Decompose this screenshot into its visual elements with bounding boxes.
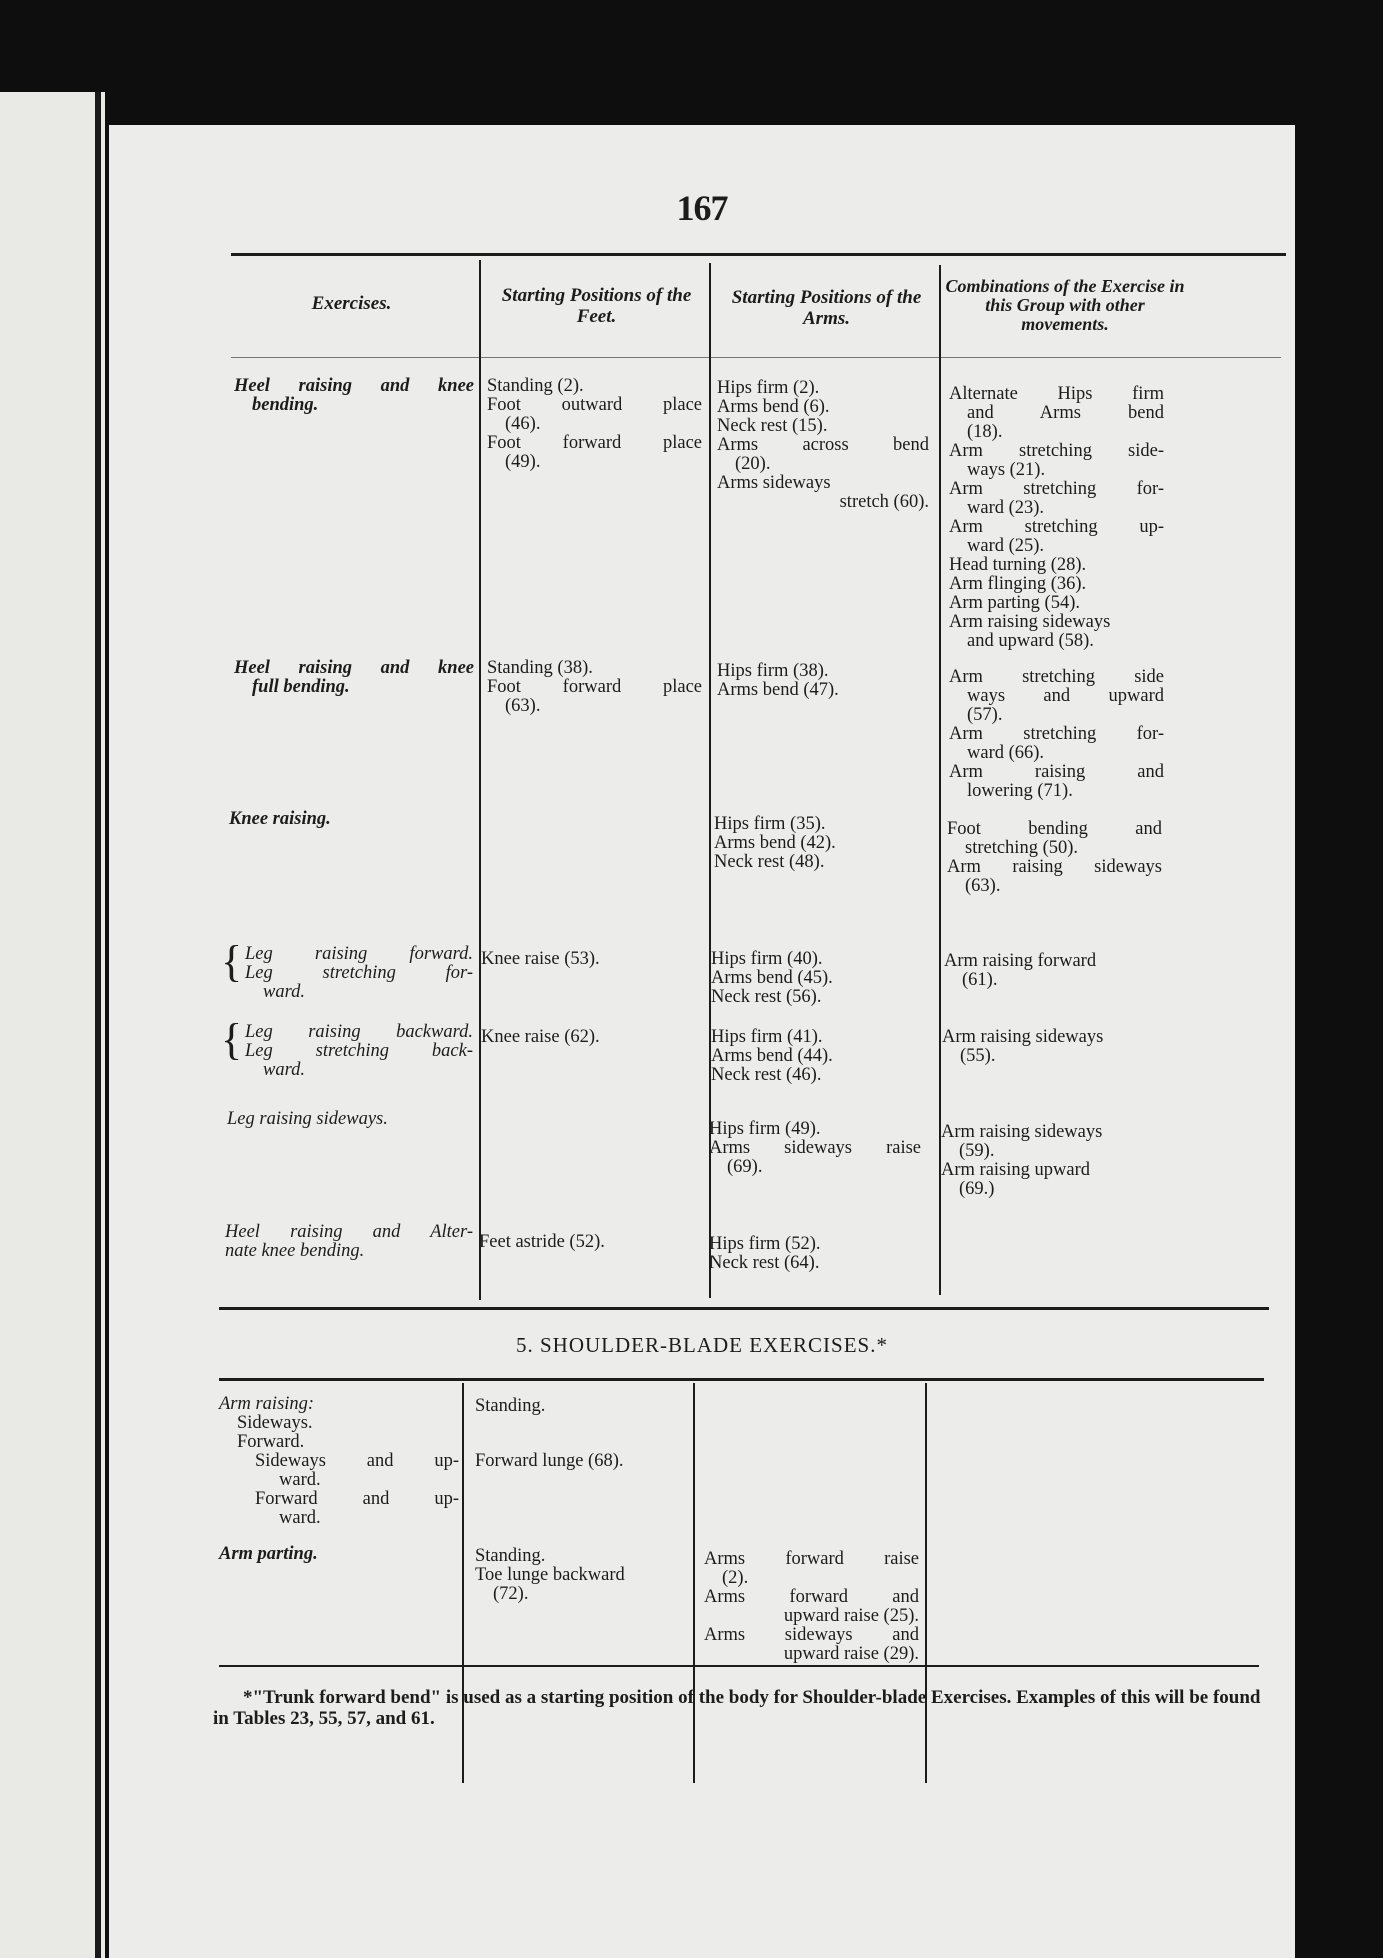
- feet-cell: Knee raise (53).: [481, 949, 600, 969]
- arms-cell: Hips firm (35). Arms bend (42). Neck rest (48).: [714, 814, 836, 872]
- exercise-cell: Arm parting.: [219, 1544, 318, 1564]
- table2-bottom-rule: [219, 1665, 1259, 1667]
- header-feet: Starting Positions of the Feet.: [501, 285, 692, 327]
- arms-cell: Hips firm (2). Arms bend (6). Neck rest (15). Arms across bend (20). Arms sideways stretch (60).: [717, 378, 929, 512]
- exercise-cell: Heel raising and knee full bending.: [234, 658, 474, 697]
- exercise-cell: Heel raising and Alter- nate knee bending.: [225, 1222, 473, 1261]
- combinations-cell: Foot bending and stretching (50). Arm raising sideways (63).: [947, 819, 1162, 896]
- feet-cell: Standing. Toe lunge backward (72).: [475, 1546, 625, 1604]
- exercise-cell: Leg raising backward. Leg stretching back- ward.: [245, 1022, 473, 1080]
- header-arms: Starting Positions of the Arms.: [731, 287, 922, 329]
- exercise-cell: Heel raising and knee bending.: [234, 376, 474, 415]
- brace-glyph: {: [221, 937, 243, 986]
- header-combinations: Combinations of the Exercise in this Group with other movements.: [945, 276, 1185, 334]
- table-bottom-rule: [219, 1307, 1269, 1310]
- table2-top-rule: [219, 1378, 1264, 1381]
- column-divider: [479, 260, 481, 1300]
- table-top-rule: [231, 253, 1286, 256]
- combinations-cell: Arm raising sideways (55).: [942, 1027, 1104, 1066]
- header-exercises: Exercises.: [311, 293, 392, 314]
- exercise-cell: Leg raising forward. Leg stretching for- ward.: [245, 944, 473, 1002]
- combinations-cell: Arm raising sideways (59). Arm raising upward (69.): [941, 1122, 1103, 1199]
- arms-cell: Hips firm (40). Arms bend (45). Neck rest (56).: [711, 949, 833, 1007]
- exercise-cell: Knee raising.: [229, 809, 331, 829]
- table-header-rule: [231, 357, 1281, 358]
- book-spine-shadow: [95, 92, 101, 1958]
- page-number: 167: [676, 188, 728, 228]
- brace-glyph: {: [221, 1015, 243, 1064]
- footnote: *"Trunk forward bend" is used as a starting position of the body for Shoulder-blade Exercises. Examples of this will be found in Tables 23, 55, 57, and 61.: [213, 1687, 1261, 1729]
- arms-cell: Hips firm (49). Arms sideways raise (69).: [709, 1119, 921, 1177]
- arms-cell: Arms forward raise (2). Arms forward and upward raise (25). Arms sideways and upward raise (29).: [704, 1549, 919, 1664]
- arms-cell: Hips firm (38). Arms bend (47).: [717, 661, 839, 700]
- exercise-cell: Leg raising sideways.: [227, 1109, 388, 1129]
- feet-cell: Standing (38). Foot forward place (63).: [487, 658, 702, 716]
- section-title: 5. SHOULDER-BLADE EXERCISES.*: [515, 1333, 888, 1357]
- arms-cell: Hips firm (52). Neck rest (64).: [709, 1234, 821, 1273]
- combinations-cell: Alternate Hips firm and Arms bend (18). Arm stretching side- ways (21). Arm stretching for- ward (23). Arm stretching up- ward (25). Head turning (28). Arm flinging (36). Arm parting (54). Arm raising sideways and upward (58).: [949, 384, 1164, 651]
- feet-cell: Feet astride (52).: [479, 1232, 605, 1252]
- feet-cell: Knee raise (62).: [481, 1027, 600, 1047]
- left-page-edge: [0, 92, 105, 1958]
- feet-cell: Standing (2). Foot outward place (46). Foot forward place (49).: [487, 376, 702, 472]
- document-page: [109, 125, 1295, 1958]
- arms-cell: Hips firm (41). Arms bend (44). Neck rest (46).: [711, 1027, 833, 1085]
- feet-cell: Standing. Forward lunge (68).: [475, 1396, 624, 1471]
- combinations-cell: Arm raising forward (61).: [944, 951, 1097, 990]
- exercise-cell: Arm raising: Sideways. Forward. Sideways and up- ward. Forward and up- ward.: [219, 1394, 459, 1528]
- combinations-cell: Arm stretching side ways and upward (57). Arm stretching for- ward (66). Arm raising and lowering (71).: [949, 667, 1164, 801]
